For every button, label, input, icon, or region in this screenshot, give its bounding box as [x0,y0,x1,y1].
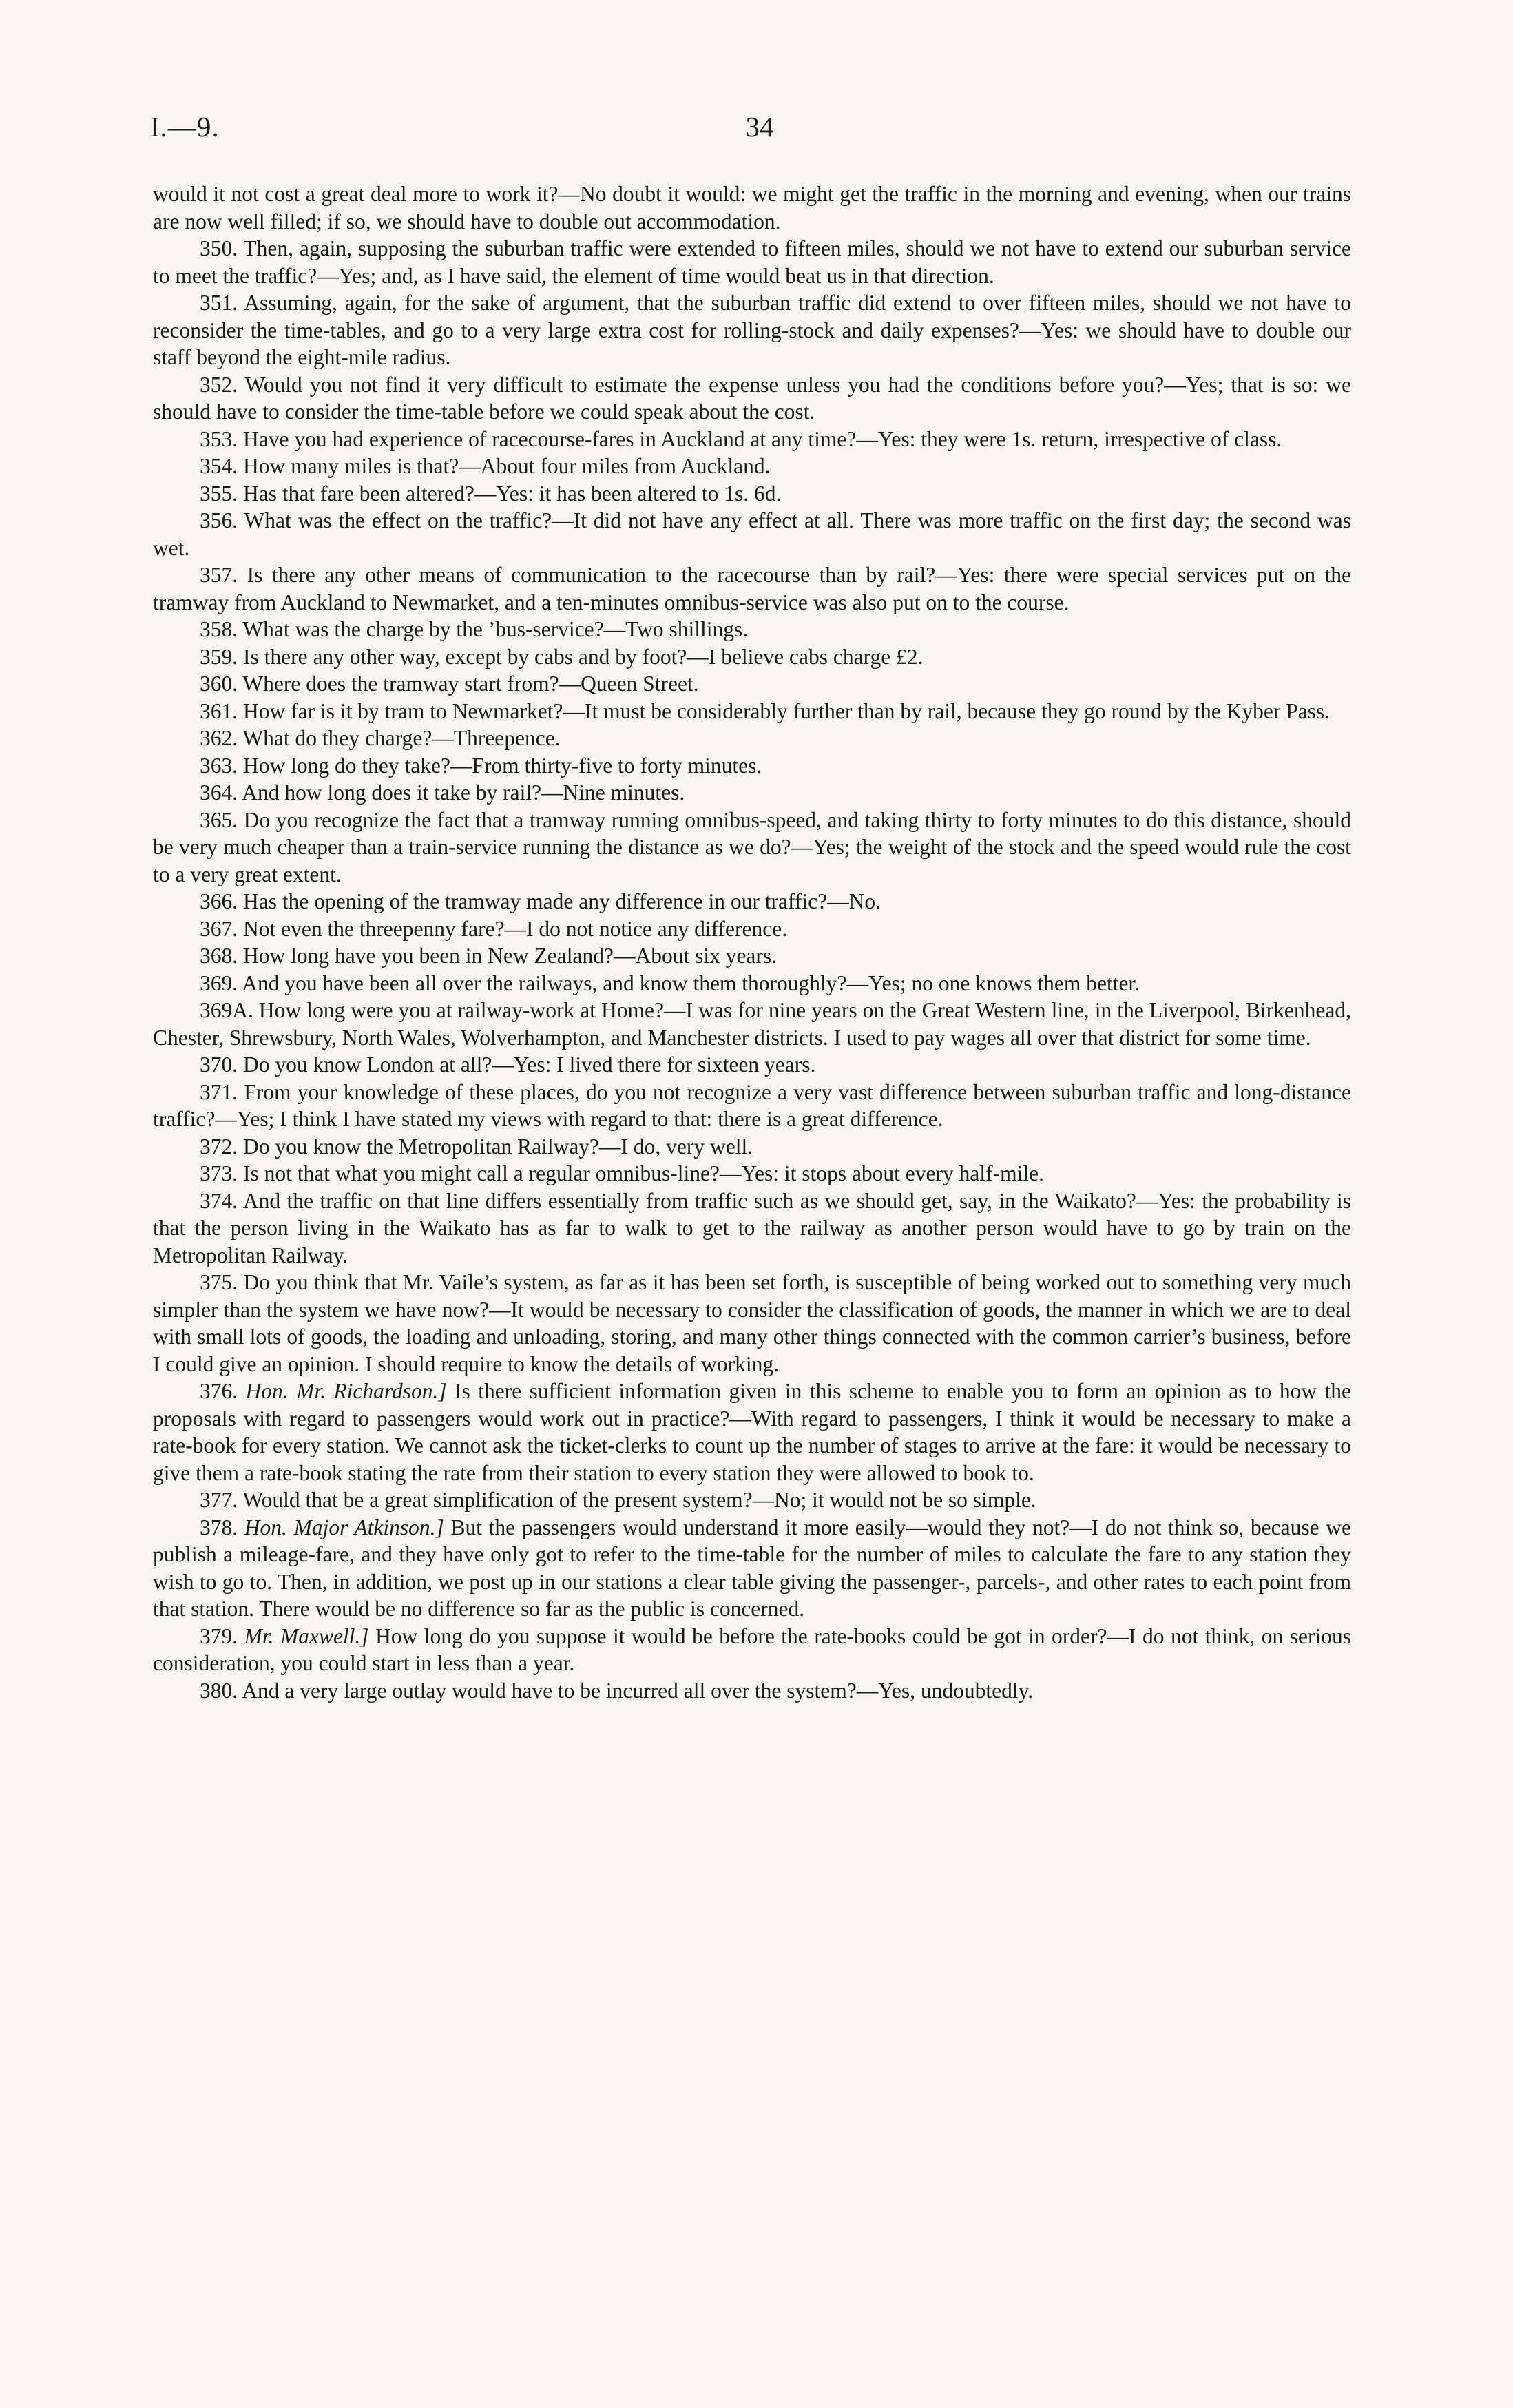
paragraph-text: 373. Is not that what you might call a regular omnibus-line?—Yes: it stops about every half-mile. [200,1161,1044,1185]
testimony-paragraph [153,942,1351,970]
testimony-paragraph [153,1677,1351,1705]
document-reference: I.—9. [150,111,220,143]
question-number: 379. [200,1623,238,1648]
paragraph-text: 361. How far is it by tram to Newmarket?—It must be considerably further than by rail, because they go round by the Kyber Pass. [200,698,1331,723]
testimony-paragraph [153,1269,1351,1378]
paragraph-text: 368. How long have you been in New Zealand?—About six years. [200,944,778,968]
testimony-paragraph [153,453,1351,480]
paragraph-text: 367. Not even the threepenny fare?—I do not notice any difference. [200,916,788,941]
paragraph-text: 369A. How long were you at railway-work at Home?—I was for nine years on the Great Western line, in the Liverpool, Birkenhead, Chester, Shrewsbury, North Wales, Wolverhampton, and Manchester districts. I used to pay wages all over that district for some time. [153,998,1351,1050]
testimony-paragraph [153,725,1351,752]
paragraph-text: 350. Then, again, supposing the suburban traffic were extended to fifteen miles, should we not have to extend our suburban service to meet the traffic?—Yes; and, as I have said, the element of time would beat us in that direction. [153,236,1351,288]
testimony-paragraph [153,371,1351,426]
speaker-name: Hon. Mr. Richardson.] [245,1379,447,1403]
paragraph-text: 353. Have you had experience of racecourse-fares in Auckland at any time?—Yes: they were 1s. return, irrespective of class. [200,426,1282,451]
paragraph-text: 363. How long do they take?—From thirty-five to forty minutes. [200,753,762,778]
paragraph-text: 351. Assuming, again, for the sake of argument, that the suburban traffic did extend to over fifteen miles, should we not have to reconsider the time-tables, and go to a very large extra cost for rolling-stock and daily expenses?—Yes: we should have to double our staff beyond the eight-mile radius. [153,291,1351,369]
question-number: 376. [200,1379,238,1403]
speaker-name: Mr. Maxwell.] [244,1623,369,1648]
testimony-paragraph [153,235,1351,289]
paragraph-text: 374. And the traffic on that line differs essentially from traffic such as we should get, say, in the Waikato?—Yes: the probability is that the person living in the Waikato has as far to walk to get to the railway as another person would have to go by train on the Metropolitan Railway. [153,1188,1351,1267]
testimony-paragraph [153,1133,1351,1161]
paragraph-text: 371. From your knowledge of these places, do you not recognize a very vast difference between suburban traffic and long-distance traffic?—Yes; I think I have stated my views with regard to that: there is a great difference. [153,1079,1351,1131]
paragraph-text: Is there sufficient information given in this scheme to enable you to form an opinion as to how the proposals with regard to passengers would work out in practice?—With regard to passengers, I think it would be necessary to make a rate-book for every station. We cannot ask the ticket-clerks to count up the number of stages to arrive at the fare: it would be necessary to give them a rate-book stating the rate from their station to every station they were allowed to book to. [153,1379,1351,1485]
paragraph-text: 357. Is there any other means of communication to the racecourse than by rail?—Yes: there were special services put on the tramway from Auckland to Newmarket, and a ten-minutes omnibus-service was also put on to the course. [153,563,1351,614]
paragraph-text: 377. Would that be a great simplification of the present system?—No; it would not be so simple. [200,1488,1036,1512]
continued-paragraph [153,180,1351,235]
paragraph-text: 380. And a very large outlay would have to be incurred all over the system?—Yes, undoubtedly. [200,1678,1034,1703]
page-number: 34 [745,111,774,143]
testimony-paragraph [153,1187,1351,1269]
page-body [153,180,1351,1704]
testimony-paragraph [153,643,1351,671]
testimony-paragraph [153,1160,1351,1187]
paragraph-text: 366. Has the opening of the tramway made any difference in our traffic?—No. [200,889,881,913]
paragraph-text: 364. And how long does it take by rail?—Nine minutes. [200,780,685,805]
paragraph-text: 354. How many miles is that?—About four miles from Auckland. [200,454,771,478]
testimony-paragraph [153,670,1351,698]
testimony-paragraph [153,480,1351,508]
paragraph-text: 372. Do you know the Metropolitan Railway?—I do, very well. [200,1134,753,1159]
testimony-paragraph [153,1079,1351,1133]
paragraph-text: would it not cost a great deal more to work it?—No doubt it would: we might get the traffic in the morning and evening, when our trains are now well filled; if so, we should have to double out accommodation. [153,182,1351,233]
testimony-paragraph [153,807,1351,889]
testimony-paragraph [153,1051,1351,1079]
testimony-paragraph [153,616,1351,643]
paragraph-text: 362. What do they charge?—Threepence. [200,726,561,750]
testimony-paragraph [153,426,1351,453]
testimony-paragraph [153,888,1351,915]
paragraph-text: 360. Where does the tramway start from?—Queen Street. [200,672,699,696]
testimony-paragraph [153,779,1351,807]
speaker-name: Hon. Major Atkinson.] [244,1515,444,1539]
testimony-paragraph [153,1623,1351,1677]
testimony-paragraph [153,915,1351,943]
testimony-paragraph [153,1378,1351,1486]
paragraph-text: 356. What was the effect on the traffic?—It did not have any effect at all. There was more traffic on the first day; the second was wet. [153,508,1351,560]
paragraph-text: 359. Is there any other way, except by cabs and by foot?—I believe cabs charge £2. [200,644,924,669]
testimony-paragraph [153,997,1351,1051]
paragraph-text: 370. Do you know London at all?—Yes: I lived there for sixteen years. [200,1052,816,1077]
testimony-paragraph [153,507,1351,561]
paragraph-text: 365. Do you recognize the fact that a tramway running omnibus-speed, and taking thirty to forty minutes to do this distance, should be very much cheaper than a train-service running the distance as we do?—Yes; the weight of the stock and the speed would rule the cost to a very great extent. [153,807,1351,886]
paragraph-text: 352. Would you not find it very difficult to estimate the expense unless you had the conditions before you?—Yes; that is so: we should have to consider the time-table before we could speak about the cost. [153,372,1351,424]
page-header [150,110,1369,152]
testimony-paragraph [153,970,1351,997]
paragraph-text: 358. What was the charge by the ’bus-service?—Two shillings. [200,617,749,641]
paragraph-text: 355. Has that fare been altered?—Yes: it has been altered to 1s. 6d. [200,481,782,506]
testimony-paragraph [153,698,1351,725]
question-number: 378. [200,1515,238,1539]
paragraph-text: But the passengers would understand it more easily—would they not?—I do not think so, because we publish a mileage-fare, and they have only got to refer to the time-table for the number of miles to calculate the fare to any station they wish to go to. Then, in addition, we post up in our stations a clear table giving the passenger-, parcels-, and other rates to each point from that station. There would be no difference so far as the public is concerned. [153,1515,1352,1621]
testimony-paragraph [153,561,1351,616]
testimony-paragraph [153,289,1351,371]
paragraph-text: 369. And you have been all over the railways, and know them thoroughly?—Yes; no one knows them better. [200,971,1140,995]
testimony-paragraph [153,1486,1351,1514]
paragraph-text: How long do you suppose it would be before the rate-books could be got in order?—I do not think, on serious consideration, you could start in less than a year. [153,1623,1352,1675]
testimony-paragraph [153,752,1351,780]
testimony-paragraph [153,1514,1351,1623]
paragraph-text: 375. Do you think that Mr. Vaile’s system, as far as it has been set forth, is susceptible of being worked out to something very much simpler than the system we have now?—It would be necessary to consider the classification of goods, the manner in which we are to deal with small lots of goods, the loading and unloading, storing, and many other things connected with the common carrier’s business, before I could give an opinion. I should require to know the details of working. [153,1270,1351,1376]
